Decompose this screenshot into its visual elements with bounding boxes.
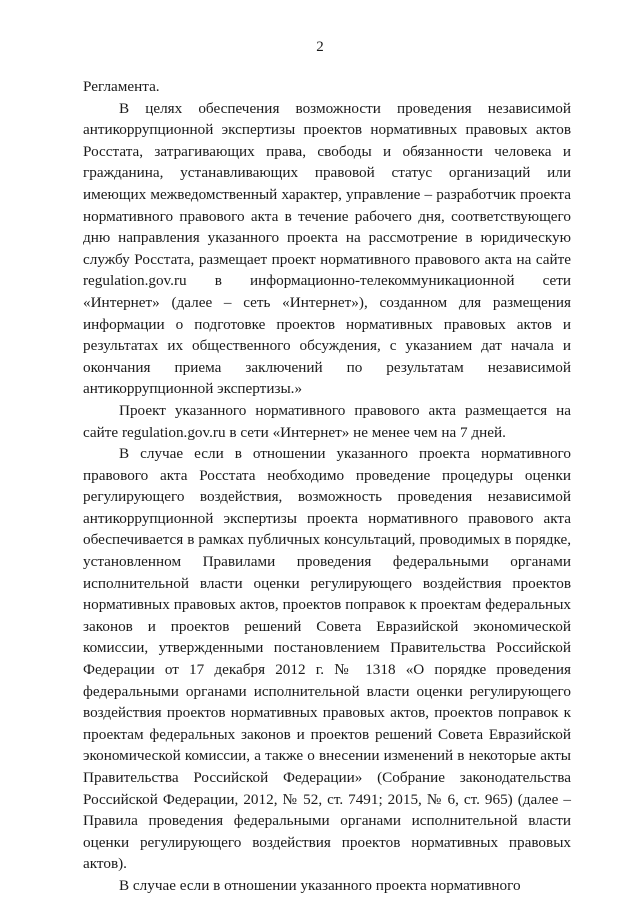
paragraph-continuation: Регламента.	[83, 78, 160, 95]
paragraph-regulatory-impact-assessment: В случае если в отношении указанного проекта нормативного правового акта Росстата необходимо проведение процедуры оценки регулирующего воздействия, возможность проведения независимой антикоррупционной экспертизы проекта нормативного правового акта обеспечивается в рамках публичных консультаций, проводимых в порядке, установленном Правилами проведения федеральными органами исполнительной власти оценки регулирующего воздействия проектов нормативных правовых актов, проектов поправок к проектам федеральных законов и проектов решений Совета Евразийской экономической комиссии, утвержденными постановлением Правительства Российской Федерации от 17 декабря 2012 г. № 1318 «О порядке проведения федеральными органами исполнительной власти оценки регулирующего воздействия проектов нормативных правовых актов, проектов поправок к проектам федеральных законов и проектов решений Совета Евразийской экономической комиссии, а также о внесении изменений в некоторые акты Правительства Российской Федерации» (Собрание законодательства Российской Федерации, 2012, № 52, ст. 7491; 2015, № 6, ст. 965) (далее – Правила проведения федеральными органами исполнительной власти оценки регулирующего воздействия проектов нормативных правовых актов).	[83, 445, 571, 873]
paragraph-posting-period: Проект указанного нормативного правового акта размещается на сайте regulation.gov.ru в сети «Интернет» не менее чем на 7 дней.	[83, 401, 571, 441]
document-body	[83, 76, 571, 897]
paragraph-truncated: В случае если в отношении указанного проекта нормативного	[119, 876, 521, 894]
paragraph-anticorruption-expertise: В целях обеспечения возможности проведения независимой антикоррупционной экспертизы проектов нормативных правовых актов Росстата, затрагивающих права, свободы и обязанности человека и гражданина, устанавливающих правовой статус организаций или имеющих межведомственный характер, управление – разработчик проекта нормативного правового акта в течение рабочего дня, соответствующего дню направления указанного проекта на рассмотрение в юридическую службу Росстата, размещает проект нормативного правового акта на сайте regulation.gov.ru в информационно-телекоммуникационной сети «Интернет» (далее – сеть «Интернет»), созданном для размещения информации о подготовке проектов нормативных правовых актов и результатах их общественного обсуждения, с указанием дат начала и окончания приема заключений по результатам независимой антикоррупционной экспертизы.»	[83, 99, 571, 398]
page-number: 2	[316, 39, 324, 55]
